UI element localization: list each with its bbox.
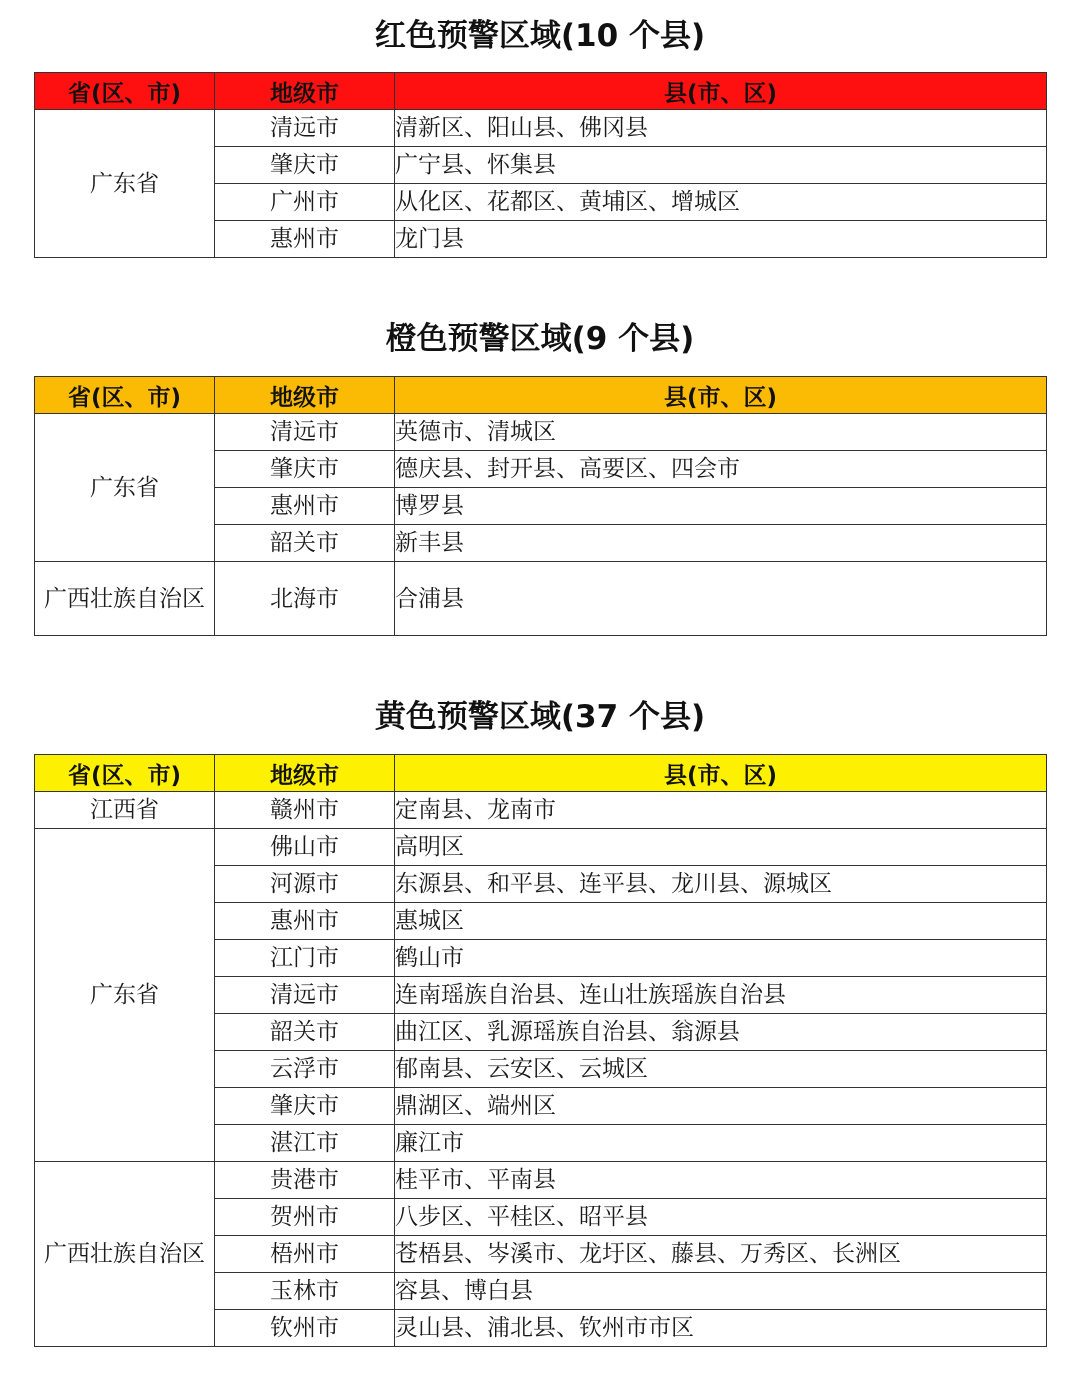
city-cell: 云浮市 (215, 1051, 395, 1088)
county-cell: 曲江区、乳源瑶族自治县、翁源县 (395, 1014, 1047, 1051)
city-cell: 广州市 (215, 184, 395, 221)
city-cell: 韶关市 (215, 1014, 395, 1051)
red-warning-table (34, 72, 1047, 258)
table-header-row (35, 377, 1047, 414)
header-province: 省(区、市) (35, 377, 215, 414)
county-cell: 灵山县、浦北县、钦州市市区 (395, 1310, 1047, 1347)
city-cell: 肇庆市 (215, 147, 395, 184)
table-row (35, 562, 1047, 636)
province-cell: 广西壮族自治区 (35, 1162, 215, 1347)
header-province: 省(区、市) (35, 755, 215, 792)
city-cell: 佛山市 (215, 829, 395, 866)
province-cell: 广东省 (35, 110, 215, 258)
county-cell: 龙门县 (395, 221, 1047, 258)
header-city: 地级市 (215, 377, 395, 414)
county-cell: 廉江市 (395, 1125, 1047, 1162)
header-county: 县(市、区) (395, 73, 1047, 110)
county-cell: 桂平市、平南县 (395, 1162, 1047, 1199)
county-cell: 广宁县、怀集县 (395, 147, 1047, 184)
province-cell: 江西省 (35, 792, 215, 829)
table-row (35, 829, 1047, 866)
county-cell: 苍梧县、岑溪市、龙圩区、藤县、万秀区、长洲区 (395, 1236, 1047, 1273)
yellow-warning-table (34, 754, 1047, 1347)
orange-warning-title: 橙色预警区域(9 个县) (385, 321, 695, 357)
header-city: 地级市 (215, 73, 395, 110)
city-cell: 韶关市 (215, 525, 395, 562)
table-row (35, 414, 1047, 451)
county-cell: 从化区、花都区、黄埔区、增城区 (395, 184, 1047, 221)
city-cell: 肇庆市 (215, 451, 395, 488)
header-province: 省(区、市) (35, 73, 215, 110)
city-cell: 清远市 (215, 110, 395, 147)
county-cell: 郁南县、云安区、云城区 (395, 1051, 1047, 1088)
county-cell: 连南瑶族自治县、连山壮族瑶族自治县 (395, 977, 1047, 1014)
city-cell: 玉林市 (215, 1273, 395, 1310)
header-city: 地级市 (215, 755, 395, 792)
county-cell: 新丰县 (395, 525, 1047, 562)
province-cell: 广西壮族自治区 (35, 562, 215, 636)
city-cell: 钦州市 (215, 1310, 395, 1347)
county-cell: 鹤山市 (395, 940, 1047, 977)
city-cell: 北海市 (215, 562, 395, 636)
county-cell: 东源县、和平县、连平县、龙川县、源城区 (395, 866, 1047, 903)
province-cell: 广东省 (35, 414, 215, 562)
header-county: 县(市、区) (395, 755, 1047, 792)
county-cell: 英德市、清城区 (395, 414, 1047, 451)
county-cell: 惠城区 (395, 903, 1047, 940)
county-cell: 德庆县、封开县、高要区、四会市 (395, 451, 1047, 488)
table-row (35, 792, 1047, 829)
county-cell: 容县、博白县 (395, 1273, 1047, 1310)
city-cell: 清远市 (215, 414, 395, 451)
city-cell: 惠州市 (215, 221, 395, 258)
city-cell: 湛江市 (215, 1125, 395, 1162)
table-row (35, 110, 1047, 147)
header-county: 县(市、区) (395, 377, 1047, 414)
city-cell: 惠州市 (215, 488, 395, 525)
county-cell: 博罗县 (395, 488, 1047, 525)
orange-warning-table (34, 376, 1047, 636)
city-cell: 梧州市 (215, 1236, 395, 1273)
city-cell: 贵港市 (215, 1162, 395, 1199)
table-header-row (35, 755, 1047, 792)
county-cell: 鼎湖区、端州区 (395, 1088, 1047, 1125)
city-cell: 肇庆市 (215, 1088, 395, 1125)
city-cell: 江门市 (215, 940, 395, 977)
county-cell: 清新区、阳山县、佛冈县 (395, 110, 1047, 147)
red-warning-title: 红色预警区域(10 个县) (374, 18, 706, 54)
county-cell: 定南县、龙南市 (395, 792, 1047, 829)
city-cell: 赣州市 (215, 792, 395, 829)
table-header-row (35, 73, 1047, 110)
city-cell: 惠州市 (215, 903, 395, 940)
city-cell: 河源市 (215, 866, 395, 903)
city-cell: 清远市 (215, 977, 395, 1014)
county-cell: 合浦县 (395, 562, 1047, 636)
table-row (35, 1162, 1047, 1199)
province-cell: 广东省 (35, 829, 215, 1162)
yellow-warning-title: 黄色预警区域(37 个县) (374, 699, 706, 735)
city-cell: 贺州市 (215, 1199, 395, 1236)
county-cell: 高明区 (395, 829, 1047, 866)
county-cell: 八步区、平桂区、昭平县 (395, 1199, 1047, 1236)
